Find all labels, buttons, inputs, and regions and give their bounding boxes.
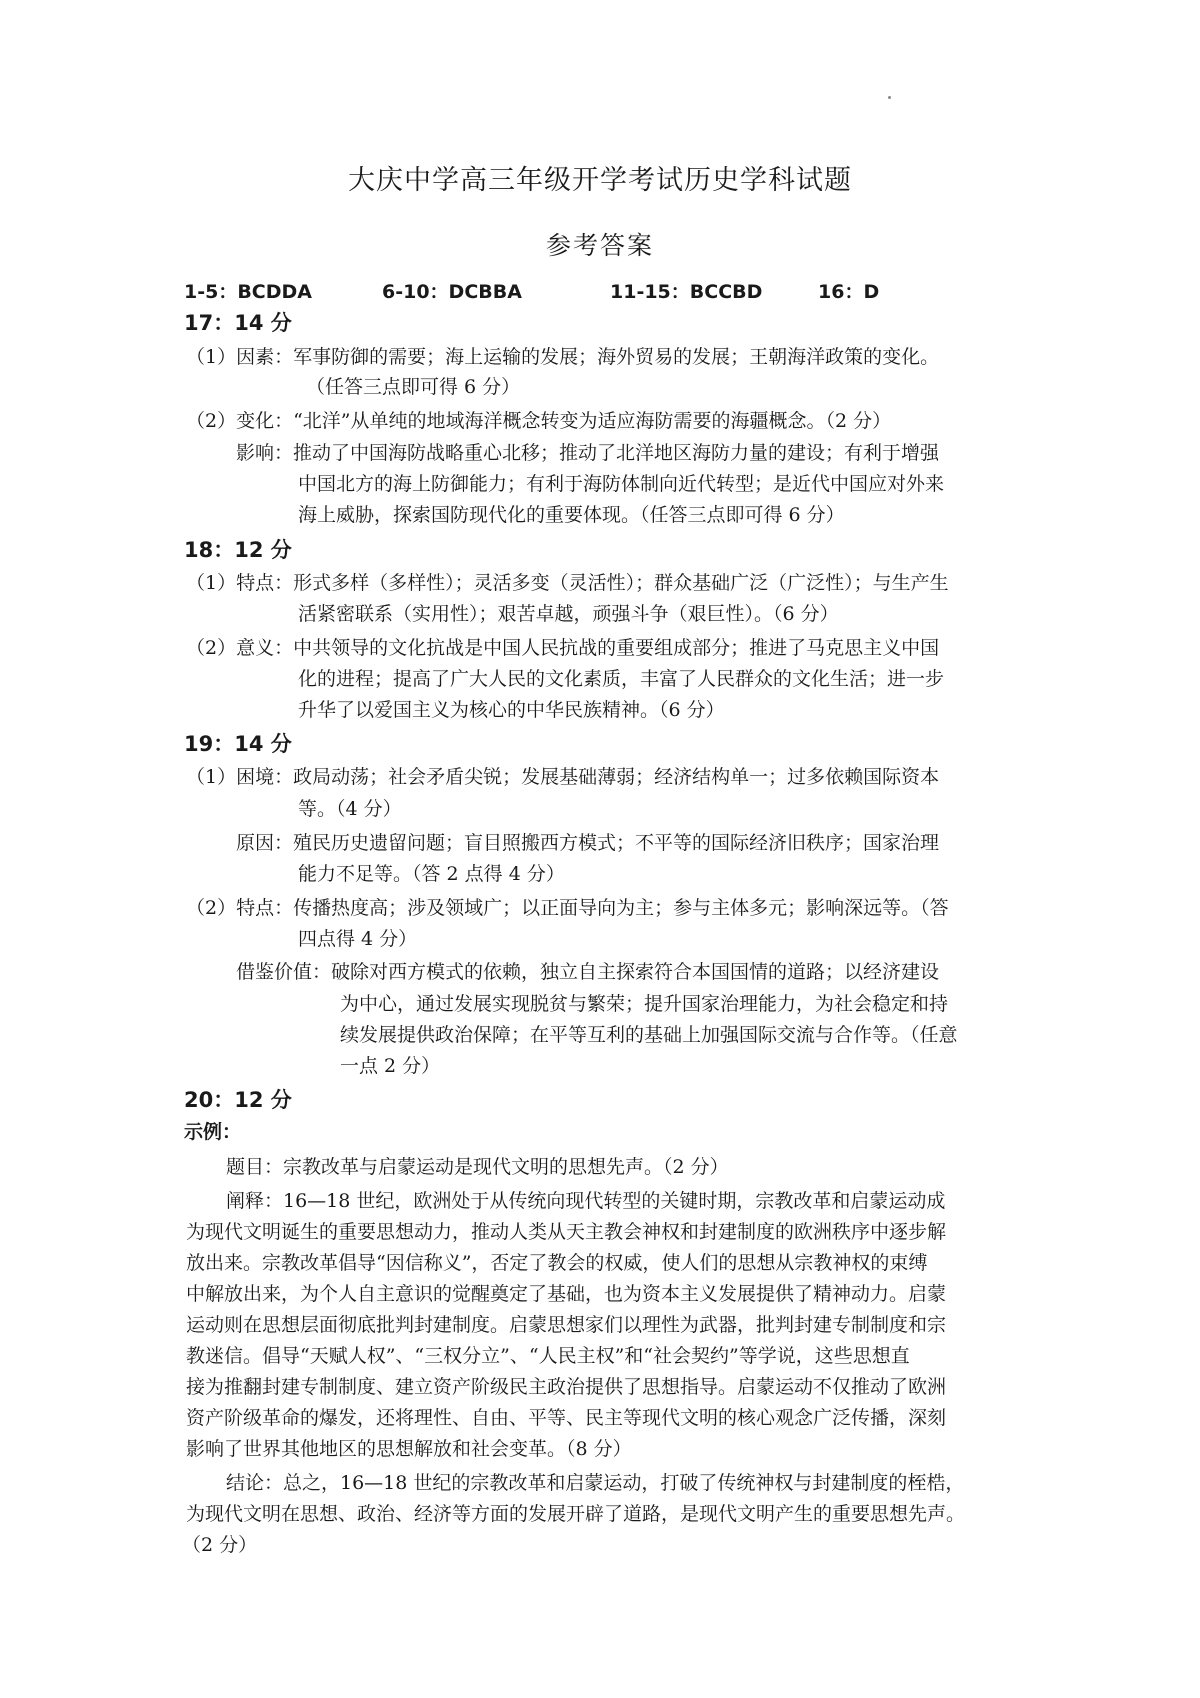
scan-dot: [888, 96, 891, 99]
q20-conclusion-line2: 为现代文明在思想、政治、经济等方面的发展开辟了道路，是现代文明产生的重要思想先声。: [186, 1503, 966, 1525]
q19-p2-line4: 为中心，通过发展实现脱贫与繁荣；提升国家治理能力，为社会稳定和持: [340, 993, 949, 1015]
q20-heading: 20：12 分: [184, 1088, 292, 1112]
q20-example-label: 示例：: [184, 1121, 242, 1143]
q19-p2-line1: （2）特点：传播热度高；涉及领域广；以正面导向为主；参与主体多元；影响深远等。（答: [186, 897, 949, 919]
page-subtitle: 参考答案: [545, 231, 654, 260]
q18-p2-line1: （2）意义：中共领导的文化抗战是中国人民抗战的重要组成部分；推进了马克思主义中国: [186, 637, 940, 659]
q18-p2-line2: 化的进程；提高了广大人民的文化素质，丰富了人民群众的文化生活；进一步: [298, 668, 945, 690]
q17-p2-line4: 海上威胁，探索国防现代化的重要体现。（任答三点即可得 6 分）: [298, 504, 845, 526]
q17-p2-line1: （2）变化：“北洋”从单纯的地域海洋概念转变为适应海防需要的海疆概念。（2 分）: [186, 410, 892, 432]
q20-explanation-line4: 中解放出来，为个人自主意识的觉醒奠定了基础，也为资本主义发展提供了精神动力。启蒙: [186, 1283, 947, 1305]
q20-explanation-line1: 阐释：16—18 世纪，欧洲处于从传统向现代转型的关键时期，宗教改革和启蒙运动成: [226, 1190, 946, 1212]
q20-explanation-line8: 资产阶级革命的爆发，还将理性、自由、平等、民主等现代文明的核心观念广泛传播，深刻: [186, 1407, 947, 1429]
q20-conclusion-line1: 结论：总之，16—18 世纪的宗教改革和启蒙运动，打破了传统神权与封建制度的桎梏，: [226, 1472, 965, 1494]
q17-heading: 17：14 分: [184, 311, 292, 335]
q17-p1-line2: （任答三点即可得 6 分）: [306, 376, 521, 398]
q19-p1-line1: （1）困境：政局动荡；社会矛盾尖锐；发展基础薄弱；经济结构单一；过多依赖国际资本: [186, 766, 940, 788]
mc-group-4: 16：D: [818, 281, 880, 303]
q19-p2-line3: 借鉴价值：破除对西方模式的依赖，独立自主探索符合本国国情的道路；以经济建设: [236, 961, 940, 983]
q17-p2-line2: 影响：推动了中国海防战略重心北移；推动了北洋地区海防力量的建设；有利于增强: [236, 442, 940, 464]
q20-conclusion-line3: （2 分）: [182, 1534, 258, 1556]
q19-p2-line6: 一点 2 分）: [340, 1055, 441, 1077]
q17-p2-line3: 中国北方的海上防御能力；有利于海防体制向近代转型；是近代中国应对外来: [298, 473, 945, 495]
q17-p1-line1: （1）因素：军事防御的需要；海上运输的发展；海外贸易的发展；王朝海洋政策的变化。: [186, 346, 940, 368]
q20-topic: 题目：宗教改革与启蒙运动是现代文明的思想先声。（2 分）: [226, 1156, 729, 1178]
q19-p2-line5: 续发展提供政治保障；在平等互利的基础上加强国际交流与合作等。（任意: [340, 1024, 958, 1046]
mc-group-1: 1-5：BCDDA: [184, 281, 312, 303]
q18-p2-line3: 升华了以爱国主义为核心的中华民族精神。（6 分）: [298, 699, 725, 721]
mc-group-3: 11-15：BCCBD: [610, 281, 763, 303]
q19-p1-line3: 原因：殖民历史遗留问题；盲目照搬西方模式；不平等的国际经济旧秩序；国家治理: [236, 832, 940, 854]
q19-p2-line2: 四点得 4 分）: [298, 928, 418, 950]
q20-explanation-line5: 运动则在思想层面彻底批判封建制度。启蒙思想家们以理性为武器，批判封建专制制度和宗: [186, 1314, 947, 1336]
q18-p1-line1: （1）特点：形式多样（多样性）；灵活多变（灵活性）；群众基础广泛（广泛性）；与生产生: [186, 572, 949, 594]
q20-explanation-line2: 为现代文明诞生的重要思想动力，推动人类从天主教会神权和封建制度的欧洲秩序中逐步解: [186, 1221, 947, 1243]
page-title: 大庆中学高三年级开学考试历史学科试题: [348, 165, 852, 196]
q20-explanation-line3: 放出来。宗教改革倡导“因信称义”，否定了教会的权威，使人们的思想从宗教神权的束缚: [186, 1252, 928, 1274]
q20-explanation-line6: 教迷信。倡导“天赋人权”、“三权分立”、“人民主权”和“社会契约”等学说，这些思想直: [186, 1345, 910, 1367]
q19-heading: 19：14 分: [184, 732, 292, 756]
q18-heading: 18：12 分: [184, 538, 292, 562]
q20-explanation-line7: 接为推翻封建专制制度、建立资产阶级民主政治提供了思想指导。启蒙运动不仅推动了欧洲: [186, 1376, 947, 1398]
mc-group-2: 6-10：DCBBA: [382, 281, 522, 303]
q18-p1-line2: 活紧密联系（实用性）；艰苦卓越，顽强斗争（艰巨性）。（6 分）: [298, 603, 839, 625]
q19-p1-line2: 等。（4 分）: [298, 798, 402, 820]
q20-explanation-line9: 影响了世界其他地区的思想解放和社会变革。（8 分）: [186, 1438, 632, 1460]
q19-p1-line4: 能力不足等。（答 2 点得 4 分）: [298, 863, 565, 885]
